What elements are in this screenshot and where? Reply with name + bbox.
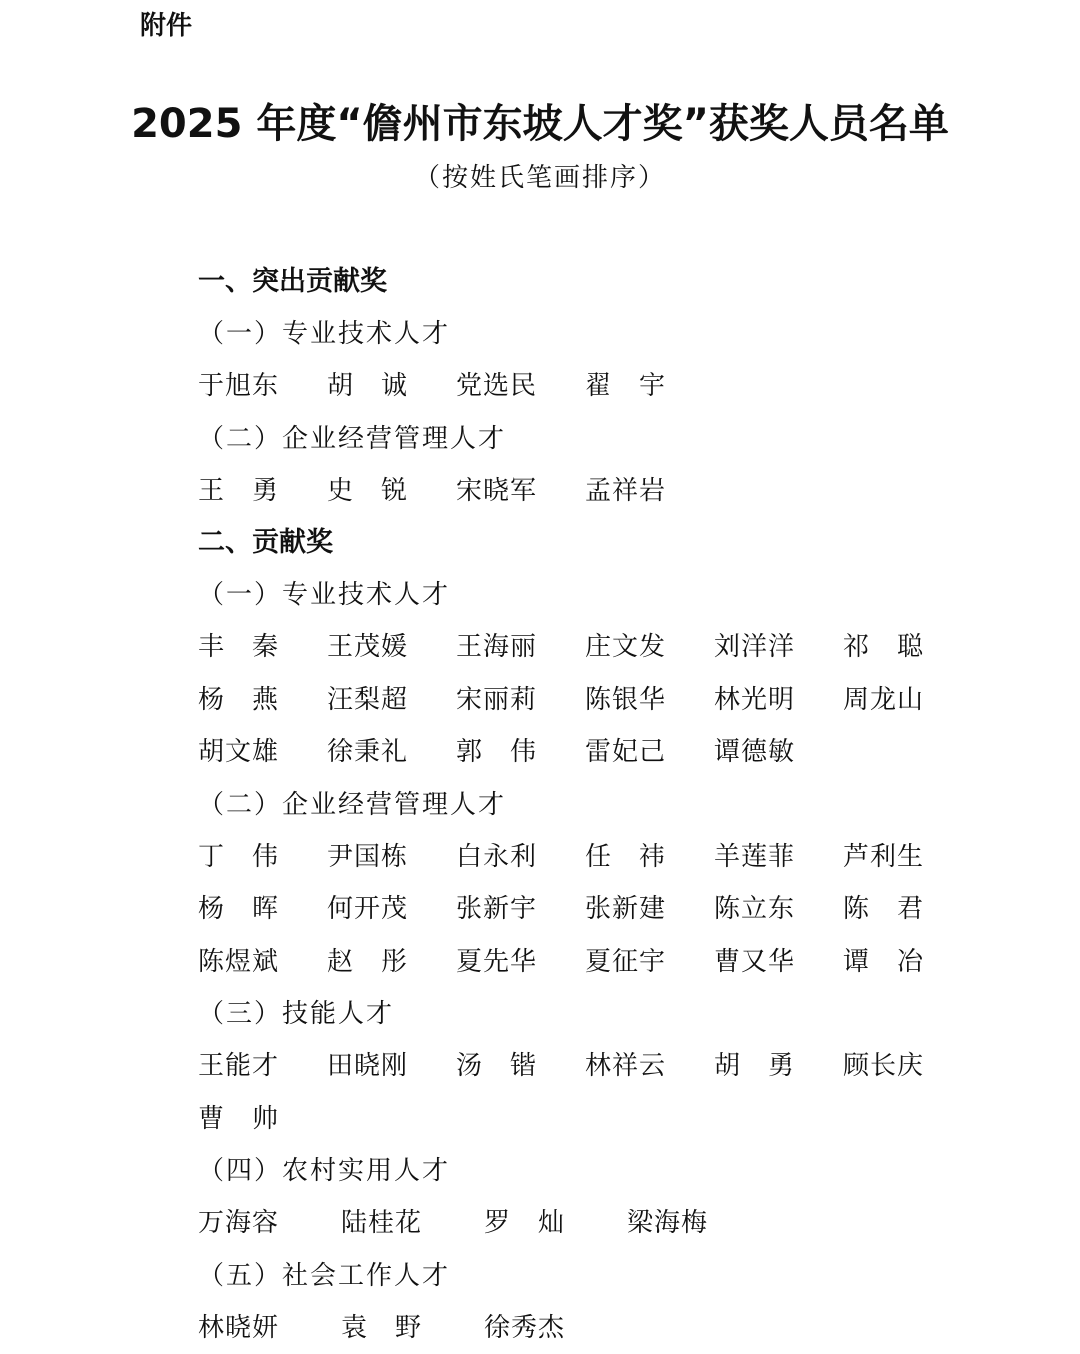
person-name: 羊莲菲 bbox=[714, 831, 843, 884]
name-row bbox=[198, 883, 978, 936]
person-name: 万海容 bbox=[198, 1197, 341, 1250]
group-heading: （四）农村实用人才 bbox=[198, 1145, 978, 1197]
person-name: 徐秀杰 bbox=[484, 1302, 627, 1354]
person-name: 曹又华 bbox=[714, 936, 843, 989]
award-list bbox=[198, 256, 978, 1354]
person-name: 谭 冶 bbox=[843, 936, 972, 989]
person-name: 袁 野 bbox=[341, 1302, 484, 1354]
group-heading: （一）专业技术人才 bbox=[198, 569, 978, 621]
person-name: 白永利 bbox=[456, 831, 585, 884]
group-heading: （五）社会工作人才 bbox=[198, 1250, 978, 1302]
name-row bbox=[198, 1302, 978, 1354]
person-name: 杨 燕 bbox=[198, 674, 327, 727]
person-name: 宋丽莉 bbox=[456, 674, 585, 727]
person-name: 林晓妍 bbox=[198, 1302, 341, 1354]
person-name: 庄文发 bbox=[585, 621, 714, 674]
name-row bbox=[198, 831, 978, 884]
person-name: 胡 勇 bbox=[714, 1040, 843, 1093]
name-row bbox=[198, 936, 978, 989]
person-name: 胡文雄 bbox=[198, 726, 327, 779]
name-row bbox=[198, 1040, 978, 1093]
person-name: 曹 帅 bbox=[198, 1093, 327, 1146]
person-name: 陈 君 bbox=[843, 883, 972, 936]
person-name: 罗 灿 bbox=[484, 1197, 627, 1250]
name-row bbox=[198, 674, 978, 727]
name-row bbox=[198, 1197, 978, 1250]
name-row bbox=[198, 360, 978, 413]
document-subtitle: （按姓氏笔画排序） bbox=[0, 158, 1080, 198]
attachment-label: 附件 bbox=[140, 8, 192, 44]
person-name: 郭 伟 bbox=[456, 726, 585, 779]
person-name: 王海丽 bbox=[456, 621, 585, 674]
person-name: 翟 宇 bbox=[585, 360, 714, 413]
person-name: 林光明 bbox=[714, 674, 843, 727]
group-heading: （三）技能人才 bbox=[198, 988, 978, 1040]
person-name: 夏征宇 bbox=[585, 936, 714, 989]
person-name: 周龙山 bbox=[843, 674, 972, 727]
person-name: 徐秉礼 bbox=[327, 726, 456, 779]
person-name: 汤 锴 bbox=[456, 1040, 585, 1093]
person-name: 丁 伟 bbox=[198, 831, 327, 884]
person-name: 林祥云 bbox=[585, 1040, 714, 1093]
person-name: 顾长庆 bbox=[843, 1040, 972, 1093]
person-name: 赵 彤 bbox=[327, 936, 456, 989]
name-row bbox=[198, 1093, 978, 1146]
group-heading: （一）专业技术人才 bbox=[198, 308, 978, 360]
person-name: 杨 晖 bbox=[198, 883, 327, 936]
person-name: 尹国栋 bbox=[327, 831, 456, 884]
person-name: 王 勇 bbox=[198, 465, 327, 518]
person-name: 祁 聪 bbox=[843, 621, 972, 674]
person-name: 于旭东 bbox=[198, 360, 327, 413]
person-name: 宋晓军 bbox=[456, 465, 585, 518]
person-name: 梁海梅 bbox=[627, 1197, 770, 1250]
person-name: 王茂媛 bbox=[327, 621, 456, 674]
person-name: 谭德敏 bbox=[714, 726, 843, 779]
document-title: 2025 年度“儋州市东坡人才奖”获奖人员名单 bbox=[0, 96, 1080, 152]
person-name: 田晓刚 bbox=[327, 1040, 456, 1093]
person-name: 汪梨超 bbox=[327, 674, 456, 727]
group-heading: （二）企业经营管理人才 bbox=[198, 413, 978, 465]
section-heading: 二、贡献奖 bbox=[198, 517, 978, 569]
name-row bbox=[198, 465, 978, 518]
person-name: 张新宇 bbox=[456, 883, 585, 936]
person-name: 孟祥岩 bbox=[585, 465, 714, 518]
person-name: 张新建 bbox=[585, 883, 714, 936]
name-row bbox=[198, 621, 978, 674]
person-name: 胡 诚 bbox=[327, 360, 456, 413]
person-name: 陈银华 bbox=[585, 674, 714, 727]
group-heading: （二）企业经营管理人才 bbox=[198, 779, 978, 831]
name-row bbox=[198, 726, 978, 779]
person-name: 任 祎 bbox=[585, 831, 714, 884]
person-name: 王能才 bbox=[198, 1040, 327, 1093]
person-name: 雷妃己 bbox=[585, 726, 714, 779]
person-name: 史 锐 bbox=[327, 465, 456, 518]
person-name: 陆桂花 bbox=[341, 1197, 484, 1250]
person-name: 何开茂 bbox=[327, 883, 456, 936]
person-name: 夏先华 bbox=[456, 936, 585, 989]
person-name: 刘洋洋 bbox=[714, 621, 843, 674]
section-heading: 一、突出贡献奖 bbox=[198, 256, 978, 308]
person-name: 陈煜斌 bbox=[198, 936, 327, 989]
person-name: 芦利生 bbox=[843, 831, 972, 884]
person-name: 党选民 bbox=[456, 360, 585, 413]
person-name: 丰 秦 bbox=[198, 621, 327, 674]
person-name: 陈立东 bbox=[714, 883, 843, 936]
